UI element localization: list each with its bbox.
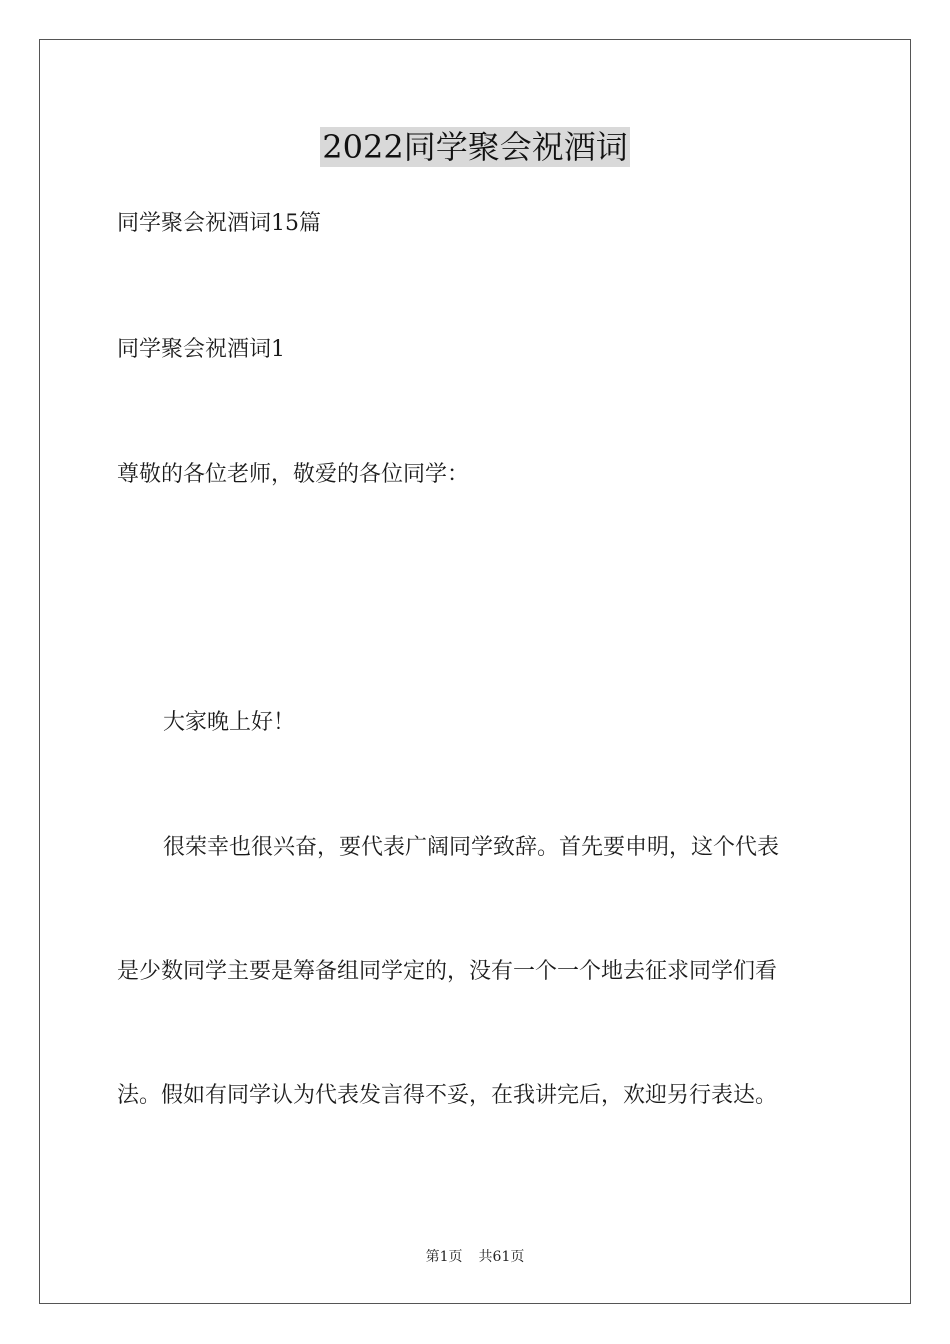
salutation-line: 尊敬的各位老师，敬爱的各位同学：: [117, 462, 470, 487]
document-title: 2022同学聚会祝酒词: [322, 128, 628, 166]
subtitle-line: 同学聚会祝酒词15篇: [117, 211, 321, 236]
greeting-line: 大家晚上好！: [163, 710, 296, 735]
page-footer: [0, 1248, 950, 1266]
title-container: [0, 127, 950, 167]
page-number: 第1页: [425, 1249, 463, 1265]
section-heading: 同学聚会祝酒词1: [117, 337, 285, 362]
body-line-3: 法。假如有同学认为代表发言得不妥，在我讲完后，欢迎另行表达。: [117, 1083, 778, 1108]
body-line-2: 是少数同学主要是筹备组同学定的，没有一个一个地去征求同学们看: [117, 959, 778, 984]
body-line-1: 很荣幸也很兴奋，要代表广阔同学致辞。首先要申明，这个代表: [163, 835, 780, 860]
page-total: 共61页: [478, 1249, 525, 1265]
